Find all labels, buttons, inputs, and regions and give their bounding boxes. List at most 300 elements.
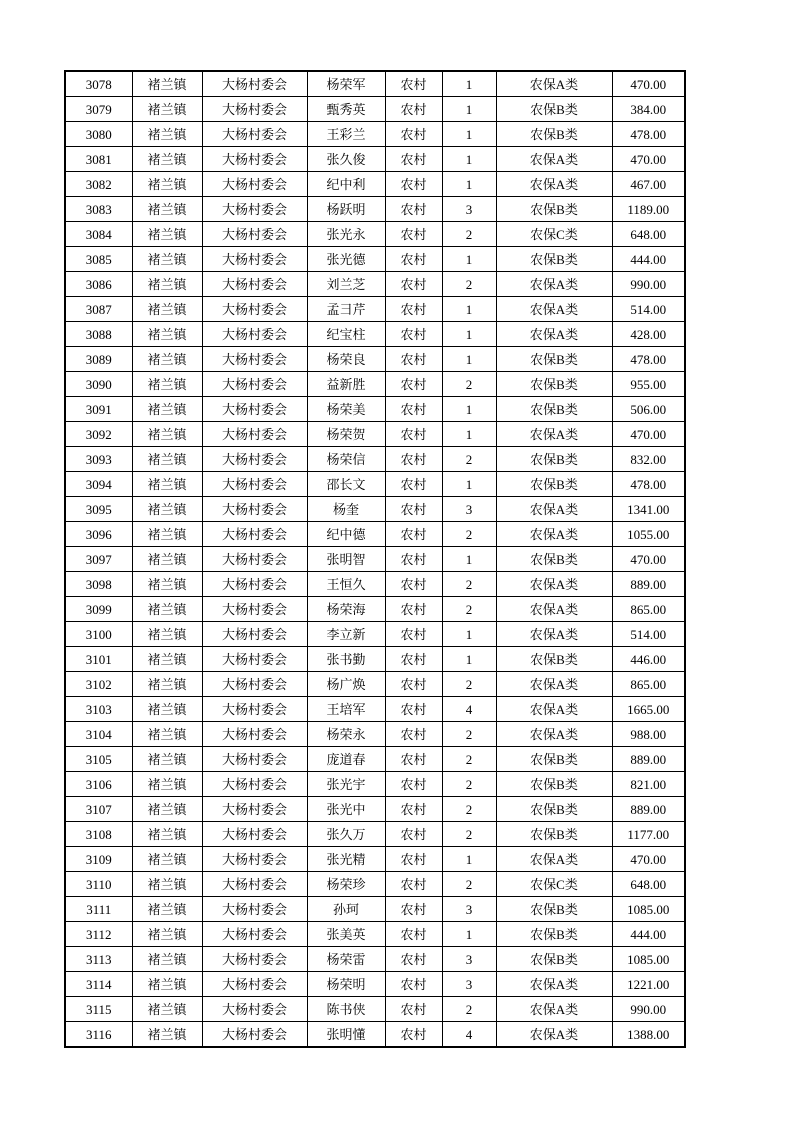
table-cell-village-committee: 大杨村委会 xyxy=(202,347,307,372)
table-cell-village-committee: 大杨村委会 xyxy=(202,647,307,672)
table-cell-name: 张明懂 xyxy=(307,1022,385,1048)
table-cell-town: 褚兰镇 xyxy=(132,347,202,372)
table-cell-town: 褚兰镇 xyxy=(132,422,202,447)
table-cell-name: 杨荣明 xyxy=(307,972,385,997)
table-cell-serial-no: 3078 xyxy=(65,71,132,97)
table-cell-person-count: 2 xyxy=(442,722,496,747)
table-cell-person-count: 3 xyxy=(442,947,496,972)
table-cell-person-count: 1 xyxy=(442,847,496,872)
table-cell-residence-type: 农村 xyxy=(385,347,442,372)
table-cell-serial-no: 3103 xyxy=(65,697,132,722)
table-cell-amount: 478.00 xyxy=(612,122,685,147)
table-cell-town: 褚兰镇 xyxy=(132,1022,202,1048)
table-cell-village-committee: 大杨村委会 xyxy=(202,297,307,322)
table-cell-name: 杨荣珍 xyxy=(307,872,385,897)
table-cell-residence-type: 农村 xyxy=(385,122,442,147)
table-cell-name: 孟彐芹 xyxy=(307,297,385,322)
table-cell-insurance-class: 农保B类 xyxy=(496,347,612,372)
table-cell-name: 杨奎 xyxy=(307,497,385,522)
table-cell-serial-no: 3099 xyxy=(65,597,132,622)
table-cell-amount: 1189.00 xyxy=(612,197,685,222)
table-cell-insurance-class: 农保A类 xyxy=(496,422,612,447)
table-cell-residence-type: 农村 xyxy=(385,397,442,422)
table-cell-insurance-class: 农保B类 xyxy=(496,397,612,422)
table-cell-town: 褚兰镇 xyxy=(132,922,202,947)
table-cell-name: 杨跃明 xyxy=(307,197,385,222)
table-cell-amount: 444.00 xyxy=(612,922,685,947)
table-cell-person-count: 1 xyxy=(442,422,496,447)
table-cell-person-count: 1 xyxy=(442,622,496,647)
table-cell-person-count: 3 xyxy=(442,197,496,222)
table-cell-village-committee: 大杨村委会 xyxy=(202,172,307,197)
table-cell-insurance-class: 农保A类 xyxy=(496,71,612,97)
table-cell-amount: 514.00 xyxy=(612,297,685,322)
table-row xyxy=(65,122,685,147)
table-row xyxy=(65,222,685,247)
table-cell-amount: 1055.00 xyxy=(612,522,685,547)
table-cell-village-committee: 大杨村委会 xyxy=(202,472,307,497)
table-cell-amount: 470.00 xyxy=(612,847,685,872)
table-cell-name: 张美英 xyxy=(307,922,385,947)
table-cell-serial-no: 3080 xyxy=(65,122,132,147)
table-cell-amount: 648.00 xyxy=(612,222,685,247)
table-cell-amount: 506.00 xyxy=(612,397,685,422)
table-cell-town: 褚兰镇 xyxy=(132,247,202,272)
table-cell-town: 褚兰镇 xyxy=(132,447,202,472)
table-cell-insurance-class: 农保B类 xyxy=(496,547,612,572)
table-cell-serial-no: 3088 xyxy=(65,322,132,347)
table-cell-amount: 1221.00 xyxy=(612,972,685,997)
table-cell-residence-type: 农村 xyxy=(385,147,442,172)
table-cell-residence-type: 农村 xyxy=(385,522,442,547)
table-row xyxy=(65,197,685,222)
table-cell-name: 张光永 xyxy=(307,222,385,247)
table-cell-town: 褚兰镇 xyxy=(132,722,202,747)
table-cell-serial-no: 3093 xyxy=(65,447,132,472)
table-row xyxy=(65,772,685,797)
table-row xyxy=(65,297,685,322)
table-cell-village-committee: 大杨村委会 xyxy=(202,222,307,247)
table-cell-village-committee: 大杨村委会 xyxy=(202,747,307,772)
table-cell-residence-type: 农村 xyxy=(385,472,442,497)
table-cell-residence-type: 农村 xyxy=(385,722,442,747)
table-cell-person-count: 2 xyxy=(442,572,496,597)
table-cell-name: 杨荣良 xyxy=(307,347,385,372)
table-cell-name: 王恒久 xyxy=(307,572,385,597)
table-cell-name: 杨广焕 xyxy=(307,672,385,697)
table-cell-person-count: 1 xyxy=(442,922,496,947)
table-cell-insurance-class: 农保A类 xyxy=(496,722,612,747)
table-cell-person-count: 1 xyxy=(442,297,496,322)
table-cell-insurance-class: 农保B类 xyxy=(496,372,612,397)
table-cell-residence-type: 农村 xyxy=(385,597,442,622)
table-cell-person-count: 2 xyxy=(442,522,496,547)
table-cell-insurance-class: 农保A类 xyxy=(496,497,612,522)
table-cell-town: 褚兰镇 xyxy=(132,747,202,772)
table-cell-person-count: 1 xyxy=(442,397,496,422)
table-row xyxy=(65,922,685,947)
table-row xyxy=(65,947,685,972)
table-row xyxy=(65,647,685,672)
table-cell-serial-no: 3107 xyxy=(65,797,132,822)
table-cell-town: 褚兰镇 xyxy=(132,822,202,847)
table-cell-name: 张久俊 xyxy=(307,147,385,172)
table-cell-town: 褚兰镇 xyxy=(132,597,202,622)
table-cell-serial-no: 3084 xyxy=(65,222,132,247)
table-cell-town: 褚兰镇 xyxy=(132,147,202,172)
table-cell-town: 褚兰镇 xyxy=(132,672,202,697)
table-row xyxy=(65,822,685,847)
table-cell-insurance-class: 农保B类 xyxy=(496,822,612,847)
table-cell-residence-type: 农村 xyxy=(385,71,442,97)
table-cell-serial-no: 3083 xyxy=(65,197,132,222)
table-cell-serial-no: 3102 xyxy=(65,672,132,697)
table-cell-village-committee: 大杨村委会 xyxy=(202,522,307,547)
table-cell-town: 褚兰镇 xyxy=(132,71,202,97)
table-cell-village-committee: 大杨村委会 xyxy=(202,447,307,472)
table-cell-residence-type: 农村 xyxy=(385,572,442,597)
table-cell-town: 褚兰镇 xyxy=(132,222,202,247)
table-cell-town: 褚兰镇 xyxy=(132,947,202,972)
table-cell-name: 益新胜 xyxy=(307,372,385,397)
table-cell-town: 褚兰镇 xyxy=(132,472,202,497)
table-cell-amount: 889.00 xyxy=(612,747,685,772)
table-cell-serial-no: 3096 xyxy=(65,522,132,547)
table-cell-amount: 990.00 xyxy=(612,272,685,297)
table-row xyxy=(65,397,685,422)
table-cell-insurance-class: 农保A类 xyxy=(496,272,612,297)
table-cell-person-count: 2 xyxy=(442,772,496,797)
table-row xyxy=(65,497,685,522)
table-cell-residence-type: 农村 xyxy=(385,897,442,922)
table-cell-person-count: 1 xyxy=(442,122,496,147)
table-cell-insurance-class: 农保B类 xyxy=(496,897,612,922)
table-cell-residence-type: 农村 xyxy=(385,197,442,222)
table-cell-insurance-class: 农保B类 xyxy=(496,922,612,947)
table-cell-village-committee: 大杨村委会 xyxy=(202,872,307,897)
table-cell-village-committee: 大杨村委会 xyxy=(202,372,307,397)
table-cell-village-committee: 大杨村委会 xyxy=(202,772,307,797)
table-cell-insurance-class: 农保B类 xyxy=(496,747,612,772)
table-cell-name: 张久万 xyxy=(307,822,385,847)
table-cell-insurance-class: 农保B类 xyxy=(496,97,612,122)
table-cell-insurance-class: 农保A类 xyxy=(496,672,612,697)
table-cell-amount: 478.00 xyxy=(612,472,685,497)
table-cell-name: 纪中德 xyxy=(307,522,385,547)
table-cell-amount: 865.00 xyxy=(612,597,685,622)
table-cell-insurance-class: 农保B类 xyxy=(496,947,612,972)
table-cell-amount: 1341.00 xyxy=(612,497,685,522)
table-cell-town: 褚兰镇 xyxy=(132,497,202,522)
table-row xyxy=(65,522,685,547)
table-cell-insurance-class: 农保B类 xyxy=(496,447,612,472)
table-cell-town: 褚兰镇 xyxy=(132,272,202,297)
table-cell-residence-type: 农村 xyxy=(385,322,442,347)
table-cell-serial-no: 3109 xyxy=(65,847,132,872)
table-row xyxy=(65,472,685,497)
table-row xyxy=(65,322,685,347)
table-cell-residence-type: 农村 xyxy=(385,772,442,797)
table-cell-insurance-class: 农保B类 xyxy=(496,247,612,272)
table-cell-village-committee: 大杨村委会 xyxy=(202,147,307,172)
table-row xyxy=(65,897,685,922)
table-cell-amount: 990.00 xyxy=(612,997,685,1022)
table-cell-amount: 514.00 xyxy=(612,622,685,647)
table-cell-residence-type: 农村 xyxy=(385,172,442,197)
table-cell-residence-type: 农村 xyxy=(385,372,442,397)
table-cell-village-committee: 大杨村委会 xyxy=(202,847,307,872)
table-cell-village-committee: 大杨村委会 xyxy=(202,797,307,822)
table-row xyxy=(65,672,685,697)
table-cell-serial-no: 3085 xyxy=(65,247,132,272)
table-cell-residence-type: 农村 xyxy=(385,647,442,672)
table-cell-town: 褚兰镇 xyxy=(132,622,202,647)
table-cell-person-count: 1 xyxy=(442,647,496,672)
table-cell-name: 张光精 xyxy=(307,847,385,872)
table-cell-amount: 1085.00 xyxy=(612,897,685,922)
table-cell-name: 纪中利 xyxy=(307,172,385,197)
table-cell-name: 刘兰芝 xyxy=(307,272,385,297)
table-cell-village-committee: 大杨村委会 xyxy=(202,547,307,572)
table-cell-serial-no: 3115 xyxy=(65,997,132,1022)
table-cell-town: 褚兰镇 xyxy=(132,897,202,922)
table-cell-person-count: 1 xyxy=(442,97,496,122)
table-cell-amount: 470.00 xyxy=(612,147,685,172)
table-cell-village-committee: 大杨村委会 xyxy=(202,972,307,997)
table-cell-amount: 444.00 xyxy=(612,247,685,272)
table-cell-serial-no: 3108 xyxy=(65,822,132,847)
table-cell-serial-no: 3110 xyxy=(65,872,132,897)
table-cell-serial-no: 3087 xyxy=(65,297,132,322)
table-cell-name: 孙珂 xyxy=(307,897,385,922)
table-cell-serial-no: 3098 xyxy=(65,572,132,597)
table-cell-village-committee: 大杨村委会 xyxy=(202,572,307,597)
table-cell-amount: 384.00 xyxy=(612,97,685,122)
table-row xyxy=(65,247,685,272)
table-cell-person-count: 1 xyxy=(442,71,496,97)
table-cell-town: 褚兰镇 xyxy=(132,647,202,672)
table-cell-amount: 832.00 xyxy=(612,447,685,472)
table-cell-village-committee: 大杨村委会 xyxy=(202,997,307,1022)
table-cell-amount: 478.00 xyxy=(612,347,685,372)
table-cell-residence-type: 农村 xyxy=(385,997,442,1022)
table-cell-person-count: 2 xyxy=(442,747,496,772)
table-row xyxy=(65,347,685,372)
table-row xyxy=(65,622,685,647)
table-cell-insurance-class: 农保A类 xyxy=(496,597,612,622)
table-cell-village-committee: 大杨村委会 xyxy=(202,697,307,722)
table-cell-town: 褚兰镇 xyxy=(132,847,202,872)
table-row xyxy=(65,447,685,472)
table-cell-name: 邵长文 xyxy=(307,472,385,497)
table-cell-person-count: 2 xyxy=(442,222,496,247)
table-cell-village-committee: 大杨村委会 xyxy=(202,197,307,222)
table-row xyxy=(65,422,685,447)
table-cell-town: 褚兰镇 xyxy=(132,122,202,147)
table-cell-residence-type: 农村 xyxy=(385,247,442,272)
table-cell-name: 杨荣海 xyxy=(307,597,385,622)
table-cell-residence-type: 农村 xyxy=(385,497,442,522)
table-cell-person-count: 2 xyxy=(442,797,496,822)
table-cell-serial-no: 3111 xyxy=(65,897,132,922)
table-cell-name: 甄秀英 xyxy=(307,97,385,122)
table-body xyxy=(65,71,685,1047)
table-cell-serial-no: 3097 xyxy=(65,547,132,572)
table-cell-amount: 988.00 xyxy=(612,722,685,747)
table-cell-serial-no: 3081 xyxy=(65,147,132,172)
table-cell-insurance-class: 农保A类 xyxy=(496,997,612,1022)
table-row xyxy=(65,572,685,597)
table-row xyxy=(65,997,685,1022)
table-cell-serial-no: 3089 xyxy=(65,347,132,372)
table-cell-person-count: 2 xyxy=(442,997,496,1022)
table-cell-town: 褚兰镇 xyxy=(132,772,202,797)
pension-records-table xyxy=(64,70,686,1048)
table-cell-amount: 1177.00 xyxy=(612,822,685,847)
table-cell-village-committee: 大杨村委会 xyxy=(202,922,307,947)
table-cell-name: 纪宝柱 xyxy=(307,322,385,347)
table-cell-amount: 470.00 xyxy=(612,547,685,572)
table-cell-village-committee: 大杨村委会 xyxy=(202,597,307,622)
table-cell-amount: 821.00 xyxy=(612,772,685,797)
table-cell-person-count: 3 xyxy=(442,897,496,922)
table-row xyxy=(65,747,685,772)
table-cell-person-count: 1 xyxy=(442,472,496,497)
table-cell-residence-type: 农村 xyxy=(385,922,442,947)
table-cell-amount: 467.00 xyxy=(612,172,685,197)
table-cell-person-count: 1 xyxy=(442,247,496,272)
table-cell-residence-type: 农村 xyxy=(385,297,442,322)
table-cell-person-count: 1 xyxy=(442,347,496,372)
table-cell-residence-type: 农村 xyxy=(385,747,442,772)
table-cell-name: 张光德 xyxy=(307,247,385,272)
table-cell-insurance-class: 农保A类 xyxy=(496,572,612,597)
table-cell-insurance-class: 农保B类 xyxy=(496,772,612,797)
table-row xyxy=(65,71,685,97)
table-cell-village-committee: 大杨村委会 xyxy=(202,1022,307,1048)
table-cell-person-count: 4 xyxy=(442,1022,496,1048)
table-cell-town: 褚兰镇 xyxy=(132,297,202,322)
table-cell-village-committee: 大杨村委会 xyxy=(202,71,307,97)
table-cell-name: 张书勤 xyxy=(307,647,385,672)
table-cell-town: 褚兰镇 xyxy=(132,197,202,222)
table-cell-amount: 955.00 xyxy=(612,372,685,397)
table-cell-village-committee: 大杨村委会 xyxy=(202,247,307,272)
table-cell-residence-type: 农村 xyxy=(385,847,442,872)
table-cell-name: 张明智 xyxy=(307,547,385,572)
table-cell-serial-no: 3086 xyxy=(65,272,132,297)
table-cell-town: 褚兰镇 xyxy=(132,97,202,122)
table-cell-person-count: 2 xyxy=(442,672,496,697)
table-row xyxy=(65,97,685,122)
table-cell-name: 杨荣信 xyxy=(307,447,385,472)
table-cell-person-count: 4 xyxy=(442,697,496,722)
table-cell-amount: 1388.00 xyxy=(612,1022,685,1048)
table-cell-village-committee: 大杨村委会 xyxy=(202,822,307,847)
table-cell-insurance-class: 农保A类 xyxy=(496,172,612,197)
table-cell-town: 褚兰镇 xyxy=(132,372,202,397)
table-cell-amount: 889.00 xyxy=(612,797,685,822)
table-row xyxy=(65,172,685,197)
table-cell-residence-type: 农村 xyxy=(385,797,442,822)
table-cell-name: 杨荣军 xyxy=(307,71,385,97)
table-cell-town: 褚兰镇 xyxy=(132,997,202,1022)
table-cell-amount: 648.00 xyxy=(612,872,685,897)
table-row xyxy=(65,847,685,872)
table-cell-name: 陈书侠 xyxy=(307,997,385,1022)
table-cell-serial-no: 3106 xyxy=(65,772,132,797)
table-cell-residence-type: 农村 xyxy=(385,547,442,572)
table-row xyxy=(65,872,685,897)
table-cell-person-count: 2 xyxy=(442,822,496,847)
table-cell-village-committee: 大杨村委会 xyxy=(202,722,307,747)
table-cell-village-committee: 大杨村委会 xyxy=(202,397,307,422)
table-cell-name: 王彩兰 xyxy=(307,122,385,147)
table-cell-person-count: 2 xyxy=(442,447,496,472)
table-cell-serial-no: 3091 xyxy=(65,397,132,422)
table-cell-insurance-class: 农保A类 xyxy=(496,697,612,722)
table-cell-insurance-class: 农保A类 xyxy=(496,322,612,347)
table-cell-residence-type: 农村 xyxy=(385,697,442,722)
table-cell-name: 杨荣雷 xyxy=(307,947,385,972)
table-cell-residence-type: 农村 xyxy=(385,947,442,972)
table-cell-person-count: 1 xyxy=(442,147,496,172)
table-cell-name: 王培军 xyxy=(307,697,385,722)
table-cell-amount: 865.00 xyxy=(612,672,685,697)
table-cell-insurance-class: 农保A类 xyxy=(496,147,612,172)
table-row xyxy=(65,372,685,397)
table-cell-village-committee: 大杨村委会 xyxy=(202,422,307,447)
table-cell-serial-no: 3090 xyxy=(65,372,132,397)
table-cell-person-count: 1 xyxy=(442,172,496,197)
table-cell-town: 褚兰镇 xyxy=(132,972,202,997)
table-cell-residence-type: 农村 xyxy=(385,972,442,997)
table-row xyxy=(65,547,685,572)
table-cell-name: 杨荣美 xyxy=(307,397,385,422)
table-cell-serial-no: 3114 xyxy=(65,972,132,997)
table-cell-town: 褚兰镇 xyxy=(132,697,202,722)
table-cell-village-committee: 大杨村委会 xyxy=(202,897,307,922)
table-cell-person-count: 1 xyxy=(442,322,496,347)
table-cell-person-count: 2 xyxy=(442,597,496,622)
table-cell-serial-no: 3105 xyxy=(65,747,132,772)
table-cell-village-committee: 大杨村委会 xyxy=(202,122,307,147)
table-cell-insurance-class: 农保B类 xyxy=(496,797,612,822)
table-cell-village-committee: 大杨村委会 xyxy=(202,497,307,522)
table-cell-name: 庞道春 xyxy=(307,747,385,772)
table-cell-insurance-class: 农保B类 xyxy=(496,647,612,672)
table-cell-amount: 470.00 xyxy=(612,71,685,97)
table-cell-serial-no: 3101 xyxy=(65,647,132,672)
table-cell-residence-type: 农村 xyxy=(385,622,442,647)
table-cell-insurance-class: 农保B类 xyxy=(496,472,612,497)
table-cell-residence-type: 农村 xyxy=(385,672,442,697)
table-cell-amount: 428.00 xyxy=(612,322,685,347)
table-cell-town: 褚兰镇 xyxy=(132,872,202,897)
table-cell-town: 褚兰镇 xyxy=(132,322,202,347)
table-cell-serial-no: 3079 xyxy=(65,97,132,122)
table-cell-town: 褚兰镇 xyxy=(132,522,202,547)
table-cell-name: 李立新 xyxy=(307,622,385,647)
table-row xyxy=(65,722,685,747)
table-cell-serial-no: 3112 xyxy=(65,922,132,947)
table-cell-serial-no: 3104 xyxy=(65,722,132,747)
table-cell-insurance-class: 农保A类 xyxy=(496,297,612,322)
table-cell-amount: 889.00 xyxy=(612,572,685,597)
table-cell-name: 张光宇 xyxy=(307,772,385,797)
table-cell-residence-type: 农村 xyxy=(385,822,442,847)
table-cell-person-count: 2 xyxy=(442,272,496,297)
